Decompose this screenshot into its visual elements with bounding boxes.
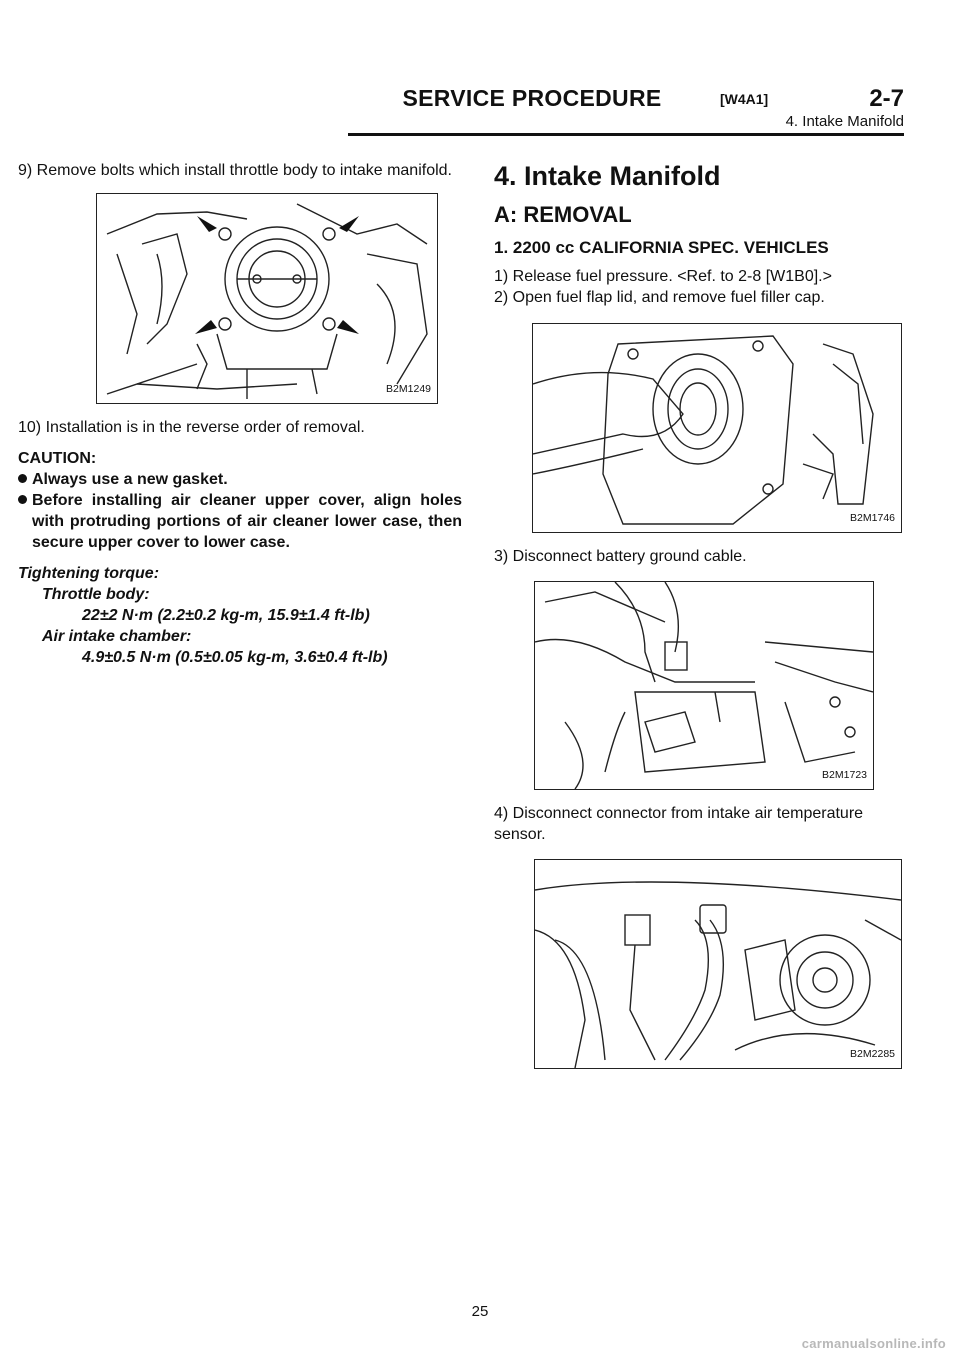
header-title: SERVICE PROCEDURE <box>402 85 662 111</box>
throttle-body-illustration <box>97 194 437 403</box>
step-10: 10) Installation is in the reverse order of removal. <box>18 419 365 436</box>
page-number: 25 <box>471 1303 489 1320</box>
caution-item-text: Before installing air cleaner upper cover, align holes with protruding portions of air cleaner lower case, then secure upper cover to lower case. <box>32 492 462 551</box>
torque-chamber-label: Air intake chamber: <box>42 628 192 645</box>
figure-throttle-body <box>96 193 438 404</box>
torque-chamber-value: 4.9±0.5 N·m (0.5±0.05 kg-m, 3.6±0.4 ft-lb) <box>82 649 388 666</box>
figure-fuel-filler <box>532 323 902 533</box>
caution-item <box>18 469 462 490</box>
fuel-filler-illustration <box>533 324 901 532</box>
caution-heading: CAUTION: <box>18 450 97 467</box>
bullet-dot <box>18 495 27 504</box>
figure-code: B2M2285 <box>850 1048 895 1060</box>
figure-intake-sensor <box>534 859 902 1069</box>
header-rule <box>348 133 904 136</box>
subsubsection-heading: 1. 2200 cc CALIFORNIA SPEC. VEHICLES <box>494 238 829 257</box>
figure-battery <box>534 581 874 790</box>
header-section-number: 2-7 <box>869 85 904 112</box>
figure-code: B2M1746 <box>850 512 895 524</box>
step-3: 3) Disconnect battery ground cable. <box>494 548 747 565</box>
step-4: 4) Disconnect connector from intake air temperature sensor. <box>494 805 864 843</box>
step-9: 9) Remove bolts which install throttle body to intake manifold. <box>18 162 452 179</box>
figure-code: B2M1723 <box>822 769 867 781</box>
torque-throttle-value: 22±2 N·m (2.2±0.2 kg-m, 15.9±1.4 ft-lb) <box>82 607 370 624</box>
right-column <box>494 160 906 1069</box>
header-subtitle: 4. Intake Manifold <box>785 113 904 130</box>
torque-heading: Tightening torque: <box>18 565 160 582</box>
figure-code: B2M1249 <box>386 383 431 395</box>
caution-item-text: Always use a new gasket. <box>32 471 228 488</box>
watermark: carmanualsonline.info <box>801 1336 946 1351</box>
battery-illustration <box>535 582 873 789</box>
step-1: 1) Release fuel pressure. <Ref. to 2-8 [W1B0].> <box>494 268 832 285</box>
caution-item <box>18 490 462 553</box>
intake-sensor-illustration <box>535 860 901 1068</box>
torque-throttle-label: Throttle body: <box>42 586 150 603</box>
step-2: 2) Open fuel flap lid, and remove fuel filler cap. <box>494 289 825 306</box>
section-heading: 4. Intake Manifold <box>494 161 721 191</box>
left-column <box>18 160 462 668</box>
header-code: [W4A1] <box>720 91 769 107</box>
bullet-dot <box>18 474 27 483</box>
subsection-heading: A: REMOVAL <box>494 202 632 227</box>
